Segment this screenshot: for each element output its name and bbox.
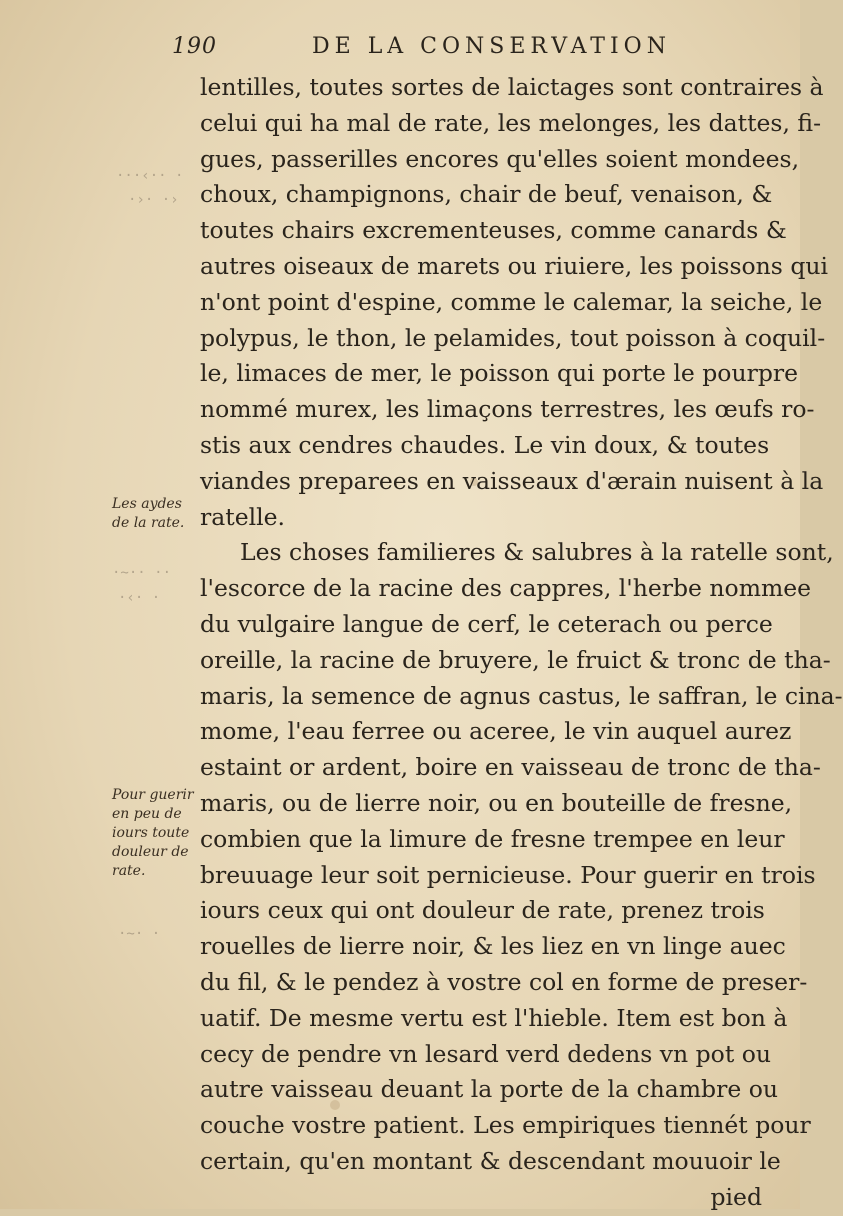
text-line: couche vostre patient. Les empiriques tiennét pour (200, 1111, 811, 1140)
text-line: mome, l'eau ferree ou aceree, le vin auquel aurez (200, 717, 792, 746)
text-line: choux, champignons, chair de beuf, venaison, & (200, 180, 773, 209)
show-through-ink: ·›· ·› (128, 192, 179, 208)
text-line: breuuage leur soit pernicieuse. Pour guerir en trois (200, 860, 816, 889)
text-line: toutes chairs excrementeuses, comme canards & (200, 216, 787, 245)
text-line: l'escorce de la racine des cappres, l'herbe nommee (200, 574, 812, 603)
margin-note: Pour guerir en peu de iours toute douleur de rate. (112, 787, 194, 879)
text-line: n'ont point d'espine, comme le calemar, la seiche, le (200, 287, 823, 316)
page-number: 190 (172, 34, 217, 59)
text-line: du fil, & le pendez à vostre col en forme de preser- (200, 967, 808, 996)
text-line: stis aux cendres chaudes. Le vin doux, & toutes (200, 430, 770, 459)
text-line: cecy de pendre vn lesard verd dedens vn pot ou (200, 1039, 772, 1068)
text-line: ratelle. (200, 502, 286, 531)
show-through-ink: ···‹·· · (116, 168, 184, 184)
text-line: nommé murex, les limaçons terrestres, les œufs ro- (200, 395, 815, 424)
text-line: lentilles, toutes sortes de laictages sont contraires à (200, 73, 824, 101)
margin-note: Les aydes de la rate. (112, 496, 185, 531)
paragraph-start-line: Les choses familieres & salubres à la ratelle sont, (240, 538, 834, 567)
text-line: gues, passerilles encores qu'elles soient mondees, (200, 144, 800, 173)
running-title: DE LA CONSERVATION (312, 34, 671, 59)
text-line: autres oiseaux de marets ou riuiere, les poissons qui (200, 251, 829, 280)
text-line: maris, la semence de agnus castus, le saffran, le cina- (200, 681, 843, 710)
text-line: combien que la limure de fresne trempee en leur (200, 824, 785, 853)
text-line: oreille, la racine de bruyere, le fruict & tronc de tha- (200, 645, 831, 674)
show-through-ink: ·~·· ·· (112, 565, 172, 581)
catchword: pied (710, 1182, 762, 1211)
show-through-ink: ·‹· · (118, 590, 161, 606)
text-line: du vulgaire langue de cerf, le ceterach ou perce (200, 609, 773, 638)
text-line: maris, ou de lierre noir, ou en bouteille de fresne, (200, 788, 793, 817)
running-head (172, 34, 692, 70)
text-line: rouelles de lierre noir, & les liez en vn linge auec (200, 932, 786, 961)
body-text (200, 70, 843, 1216)
text-line: celui qui ha mal de rate, les melonges, les dattes, fi- (200, 108, 822, 137)
text-line: iours ceux qui ont douleur de rate, prenez trois (200, 896, 765, 925)
text-line: le, limaces de mer, le poisson qui porte le pourpre (200, 359, 799, 388)
text-line: polypus, le thon, le pelamides, tout poisson à coquil- (200, 323, 826, 352)
text-line: uatif. De mesme vertu est l'hieble. Item est bon à (200, 1003, 788, 1032)
text-line: viandes preparees en vaisseaux d'ærain nuisent à la (200, 466, 824, 495)
show-through-ink: ·~· · (118, 926, 161, 942)
text-line: certain, qu'en montant & descendant mouuoir le (200, 1146, 781, 1175)
text-line: estaint or ardent, boire en vaisseau de tronc de tha- (200, 753, 821, 782)
text-line: autre vaisseau deuant la porte de la chambre ou (200, 1075, 778, 1104)
